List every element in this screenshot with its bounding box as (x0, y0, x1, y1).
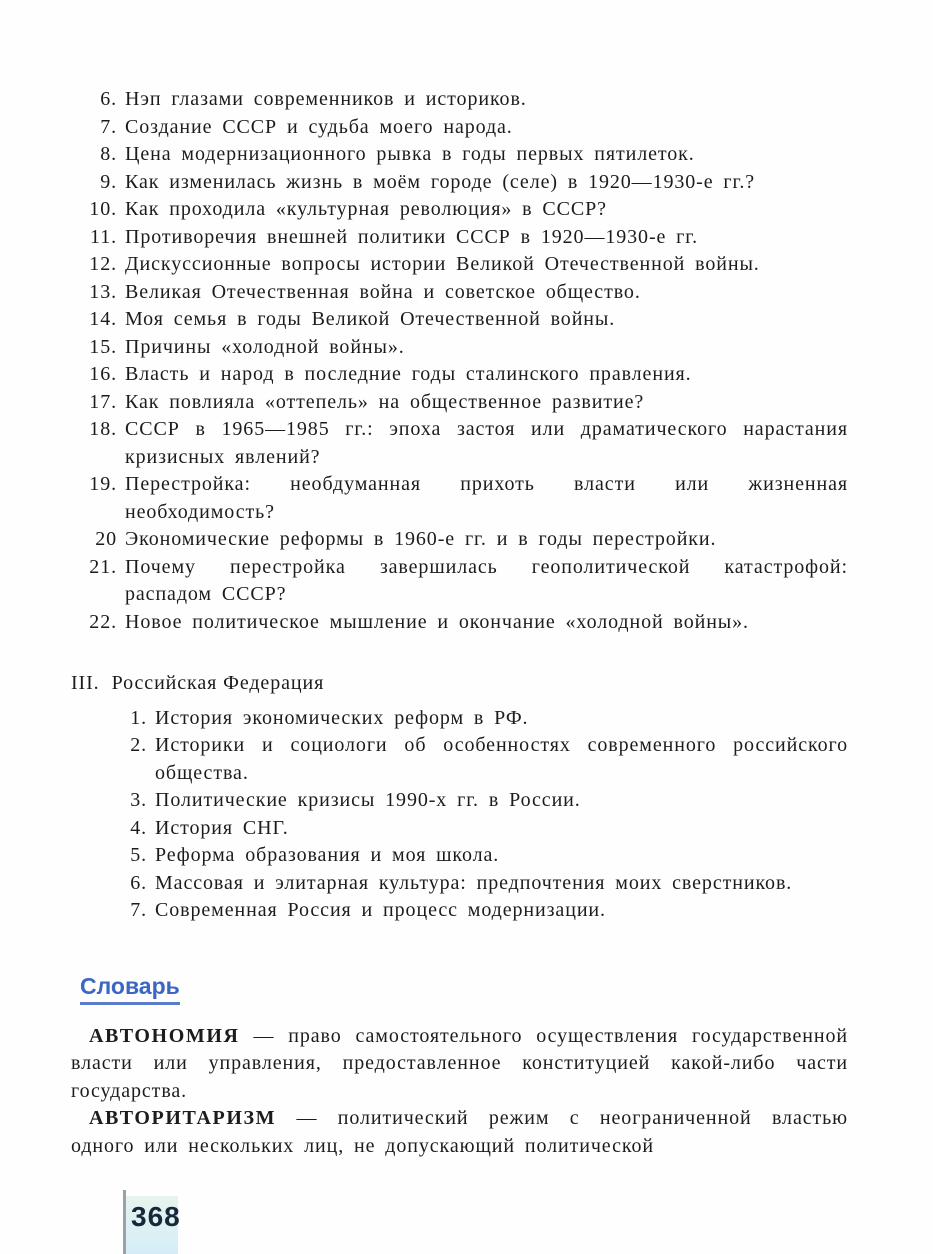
item-number: 7. (100, 115, 117, 138)
item-number: 11. (90, 225, 117, 248)
item-text: Почему перестройка завершилась геополитической катастрофой: распадом СССР? (125, 555, 848, 605)
item-text: Противоречия внешней политики СССР в 1920—1930-е гг. (125, 225, 699, 248)
item-number: 18. (89, 418, 117, 440)
item-text: СССР в 1965—1985 гг.: эпоха застоя или драматического нарастания кризисных явлений? (125, 418, 848, 468)
page-number: 368 (131, 1201, 181, 1232)
item-text: Как повлияла «оттепель» на общественное развитие? (125, 390, 645, 413)
item-text: Политические кризисы 1990-х гг. в России. (155, 789, 581, 811)
list-item (71, 251, 848, 279)
item-text: Создание СССР и судьба моего народа. (125, 115, 513, 138)
list-item (71, 842, 848, 870)
list-item (71, 526, 848, 554)
section-heading (71, 670, 848, 698)
item-text: История экономических реформ в РФ. (155, 706, 529, 729)
item-text: Реформа образования и моя школа. (155, 844, 500, 866)
list-item (71, 870, 848, 898)
item-text: Власть и народ в последние годы сталинского правления. (125, 363, 692, 385)
item-number: 5. (130, 844, 147, 866)
item-text: Современная Россия и процесс модернизации. (155, 899, 606, 921)
item-text: Историки и социологи об особенностях современного российского общества. (155, 734, 848, 784)
item-number: 7. (130, 899, 147, 921)
item-number: 14. (89, 308, 117, 330)
item-text: Цена модернизационного рывка в годы первых пятилеток. (125, 143, 695, 165)
list-item (71, 196, 848, 224)
list-item (71, 732, 848, 787)
page-content (71, 86, 848, 1160)
item-text: Дискуссионные вопросы истории Великой Отечественной войны. (125, 253, 760, 275)
item-text: Причины «холодной войны». (125, 335, 405, 358)
item-text: Экономические реформы в 1960-е гг. и в годы перестройки. (125, 528, 717, 550)
item-text: Моя семья в годы Великой Отечественной войны. (125, 308, 616, 330)
list-item (71, 306, 848, 334)
item-number: 1. (130, 706, 147, 729)
list-item (71, 361, 848, 389)
item-number: 2. (130, 734, 147, 756)
glossary-heading-text: Словарь (80, 973, 180, 1005)
list-item (71, 554, 848, 609)
list-item (71, 141, 848, 169)
list-item (71, 279, 848, 307)
topic-list-continued (71, 86, 848, 636)
glossary-term: АВТОНОМИЯ (89, 1024, 240, 1047)
item-number: 9. (100, 170, 117, 193)
item-number: 15. (89, 335, 117, 358)
item-number: 6. (130, 871, 147, 894)
item-text: Новое политическое мышление и окончание «холодной войны». (125, 610, 749, 633)
glossary-heading (80, 973, 848, 1005)
list-item (71, 787, 848, 815)
section-number: III. (71, 672, 100, 694)
glossary-definition: — право самостоятельного осуществления государственной власти или управления, предоставленное конституцией какой-либо части государства. (71, 1024, 848, 1102)
list-item (71, 169, 848, 197)
item-text: История СНГ. (155, 816, 289, 839)
item-text: Перестройка: необдуманная прихоть власти или жизненная необходимость? (125, 473, 848, 523)
item-number: 12. (89, 253, 117, 275)
list-item (71, 705, 848, 733)
glossary-entry (71, 1023, 848, 1106)
section-iii-list (71, 705, 848, 925)
list-item (71, 86, 848, 114)
item-number: 19. (89, 473, 117, 495)
list-item (71, 471, 848, 526)
item-text: Нэп глазами современников и историков. (125, 88, 527, 110)
list-item (71, 114, 848, 142)
item-number: 6. (100, 88, 117, 110)
page-number-block (123, 1190, 181, 1254)
item-number: 21. (89, 555, 117, 578)
item-number: 8. (100, 143, 117, 165)
list-item (71, 224, 848, 252)
item-number: 17. (89, 390, 117, 413)
list-item (71, 815, 848, 843)
item-number: 16. (89, 363, 117, 385)
item-number: 13. (89, 280, 117, 303)
item-number: 3. (130, 789, 147, 811)
list-item (71, 609, 848, 637)
item-number: 20 (95, 528, 117, 550)
item-text: Великая Отечественная война и советское общество. (125, 280, 641, 303)
item-text: Как изменилась жизнь в моём городе (селе) в 1920—1930-е гг.? (125, 170, 756, 193)
glossary-entries (71, 1023, 848, 1161)
list-item (71, 334, 848, 362)
section-title: Российская Федерация (111, 672, 325, 694)
list-item (71, 416, 848, 471)
glossary-entry (71, 1105, 848, 1160)
item-text: Как проходила «культурная революция» в СССР? (125, 198, 607, 220)
item-number: 10. (89, 198, 117, 220)
glossary-term: АВТОРИТАРИЗМ (89, 1107, 277, 1129)
page-number-badge (126, 1196, 181, 1254)
glossary-definition: — политический режим с неограниченной властью одного или нескольких лиц, не допускающий политической (71, 1107, 848, 1157)
item-number: 22. (89, 610, 117, 633)
item-number: 4. (130, 816, 147, 839)
list-item (71, 389, 848, 417)
list-item (71, 897, 848, 925)
item-text: Массовая и элитарная культура: предпочтения моих сверстников. (155, 871, 793, 894)
